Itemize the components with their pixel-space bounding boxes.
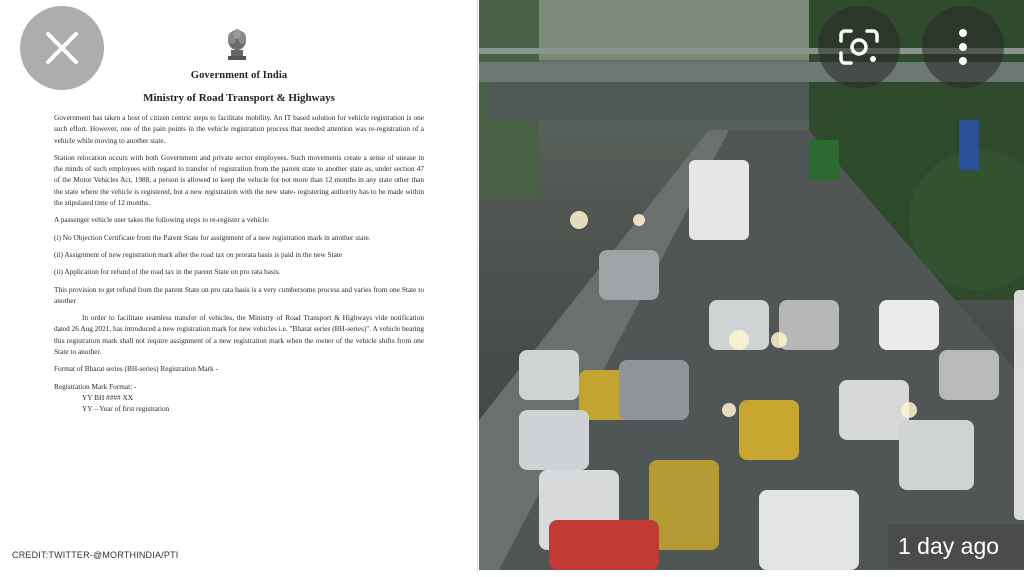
paragraph: This provision to get refund from the parent State on pro rata basis is a very cumbersome process and varies from one State to another bbox=[54, 284, 424, 305]
document-title: Government of India bbox=[190, 70, 288, 81]
more-vertical-icon bbox=[957, 27, 969, 67]
lens-search-icon bbox=[837, 27, 881, 67]
paragraph: Government has taken a host of citizen centric steps to facilitate mobility. An IT based solution for vehicle registration is one such effort. However, one of the pain points in the vehicle registration process that needed attention was re-registration of a vehicle while moving to another state. bbox=[54, 113, 424, 145]
paragraph: (ii) Assignment of new registration mark after the road tax on prorata basis is paid in the new State bbox=[54, 249, 343, 259]
lens-search-button[interactable] bbox=[818, 6, 900, 88]
close-icon bbox=[42, 28, 82, 68]
paragraph: A passenger vehicle user takes the following steps to re-register a vehicle: bbox=[54, 215, 270, 225]
paragraph: (ii) Application for refund of the road tax in the parent State on pro rata basis. bbox=[54, 267, 281, 277]
format-label: Registration Mark Format: - bbox=[54, 381, 137, 391]
registration-format bbox=[54, 381, 424, 415]
traffic-photo bbox=[479, 0, 1024, 570]
traffic-scene bbox=[479, 0, 1024, 570]
paragraph: Station relocation occurs with both Government and private sector employees. Such movements create a sense of unease in the minds of such employees with regard to transfer of registration from the parent state to another state as, under section 47 of the Motor Vehicles Act, 1988, a person is allowed to keep the vehicle for not more than 12 months in any state other than the state where the vehicle is registered, but a new registration with the new state- registering authority has to be made within the stipulated time of 12 months. bbox=[54, 152, 424, 208]
image-credit: CREDIT:TWITTER-@MORTHINDIA/PTI bbox=[12, 550, 179, 560]
national-emblem-icon bbox=[224, 26, 250, 62]
paragraph: In order to facilitate seamless transfer of vehicles, the Ministry of Road Transport & Highways vide notification dated 26 Aug 2021, has introduced a new registration mark for new vehicles i.e. "Bharat series (BH-series)". A vehicle bearing this registration mark shall not require assignment of a new registration mark when the owner of the vehicle shifts from one State to another. bbox=[54, 313, 424, 357]
document-body bbox=[54, 112, 424, 415]
more-options-button[interactable] bbox=[922, 6, 1004, 88]
paragraph: (i) No Objection Certificate from the Parent State for assignment of a new registration mark in another state. bbox=[54, 232, 371, 242]
format-example: YY BH #### XX bbox=[82, 392, 134, 402]
close-button[interactable] bbox=[20, 6, 104, 90]
timestamp-badge: 1 day ago bbox=[888, 524, 1024, 568]
format-description: YY – Year of first registration bbox=[82, 404, 170, 414]
ministry-title: Ministry of Road Transport & Highways bbox=[143, 92, 335, 104]
paragraph: Format of Bharat series (BH-series) Registration Mark - bbox=[54, 364, 218, 374]
scroll-handle[interactable] bbox=[1014, 290, 1024, 520]
